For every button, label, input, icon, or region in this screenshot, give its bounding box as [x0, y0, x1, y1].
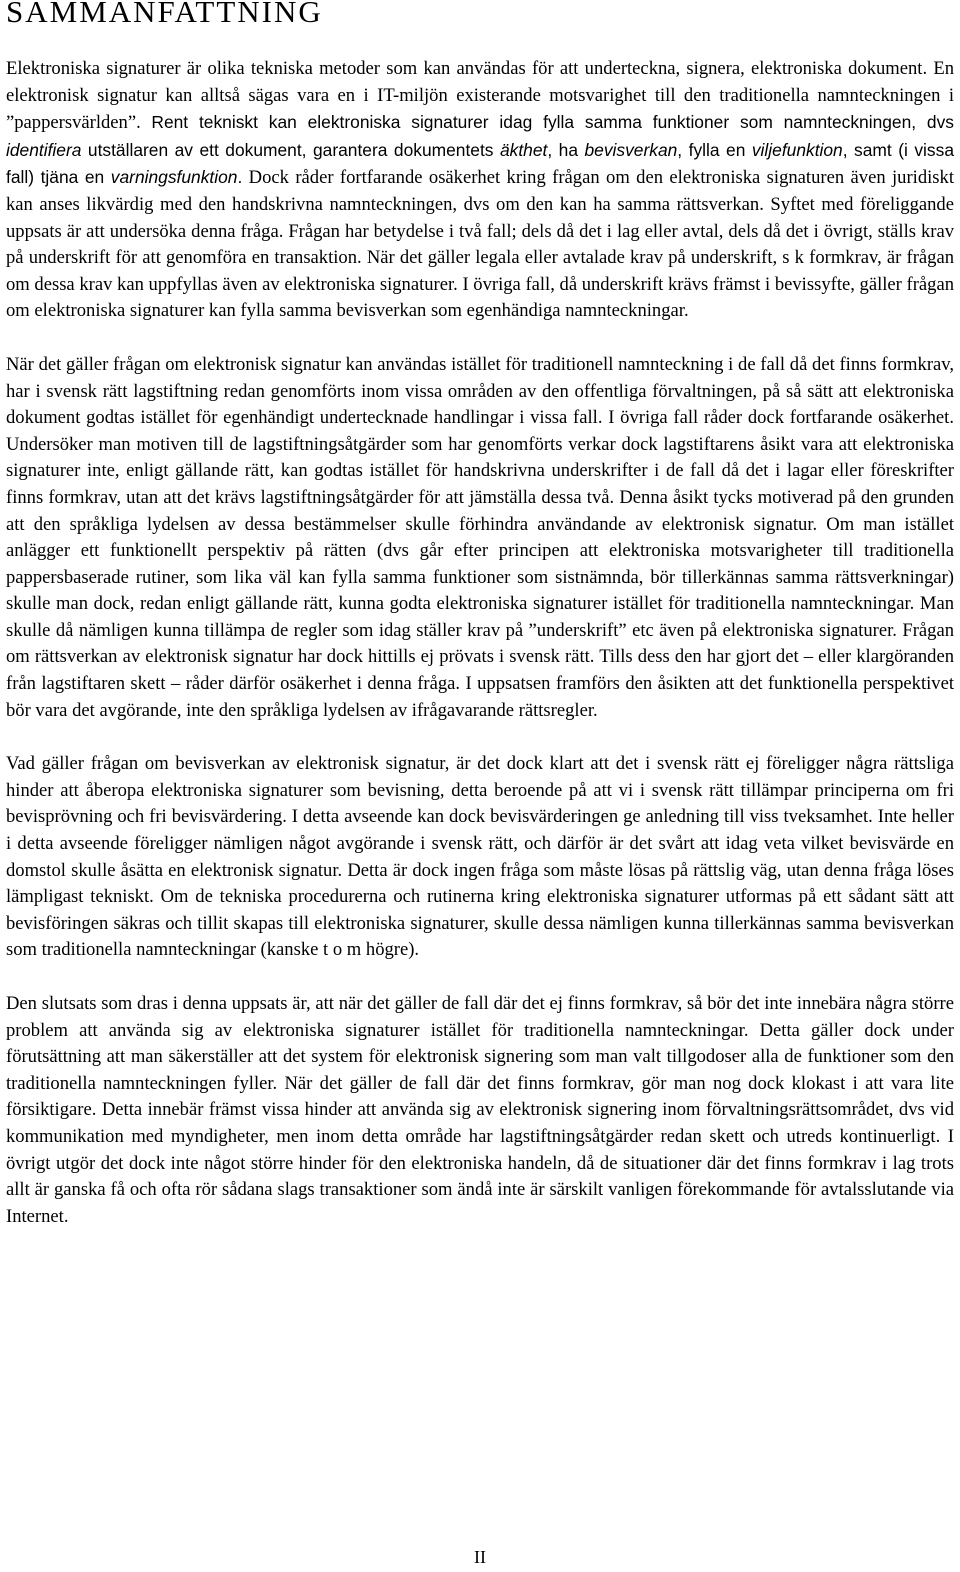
sans-text-6: . [237, 167, 243, 188]
italic-identifiera: identifiera [6, 139, 82, 160]
paragraph-1-sentence-1: Elektroniska signaturer är olika tekniska metoder som kan användas för att underteckna, signera, elektroniska dokument. En elektronisk signatur kan alltså sägas vara en i IT-miljön existerande motsvarighet till den traditionella namnteckningen i ”pappersvärlden”. [6, 58, 954, 134]
italic-viljefunktion: viljefunktion [751, 139, 843, 160]
document-body [6, 56, 954, 1257]
sans-text-4: , fylla en [677, 139, 752, 160]
italic-bevisverkan: bevisverkan [584, 139, 678, 160]
paragraph-3: Vad gäller frågan om bevisverkan av elektronisk signatur, är det dock klart att det i svensk rätt ej föreligger några rättsliga hinder att åberopa elektroniska signaturer som bevisning, detta beroende på att vi i svensk rätt tillämpar principerna om fri bevisprövning och fri bevisvärdering. I detta avseende kan dock bevisvärderingen ge anledning till viss tveksamhet. Inte heller i detta avseende föreligger nämligen något avgörande i svensk rätt, och därför är det svårt att idag veta vilket bevisvärde en domstol skulle åsätta en elektronisk signatur. Detta är dock ingen fråga som måste lösas på rättslig väg, utan denna fråga löses lämpligast tekniskt. Om de tekniska procedurerna och rutinerna kring elektroniska signaturer utformas på ett sådant sätt att bevisföringen säkras och tillit skapas till elektroniska signaturer, skulle dessa nämligen kunna tillerkännas samma bevisverkan som traditionella namnteckningar (kanske t o m högre). [6, 753, 954, 961]
page-number: II [474, 1547, 486, 1567]
sans-text-3: , ha [547, 139, 585, 160]
sans-text-5: , samt (i vissa fall) tjäna en [6, 139, 954, 188]
italic-akthet: äkthet [499, 139, 548, 160]
italic-varningsfunktion: varningsfunktion [110, 167, 238, 188]
sans-text-2: utställaren av ett dokument, garantera dokumentets [81, 139, 500, 160]
page-heading: SAMMANFATTNING [6, 0, 323, 29]
paragraph-2: När det gäller frågan om elektronisk signatur kan användas istället för traditionell namnteckning i de fall då det finns formkrav, har i svensk rätt lagstiftning redan genomförts inom vissa områden av den offentliga förvaltningen, på så sätt att elektroniska dokument godtas istället för egenhändigt undertecknade handlingar i vissa fall. I övriga fall råder dock fortfarande osäkerhet. Undersöker man motiven till de lagstiftningsåtgärder som har genomförts verkar dock lagstiftarens åsikt vara att elektroniska signaturer inte, enligt gällande rätt, kan godtas istället för handskrivna underskrifter i de fall då det i lagar eller föreskrifter finns formkrav, utan att det krävs lagstiftningsåtgärder för att jämställa dessa två. Denna åsikt tycks motiverad på den grunden att den språkliga lydelsen av dessa bestämmelser skulle förhindra användande av elektronisk signatur. Om man istället anlägger ett funktionellt perspektiv på rätten (dvs går efter principen att elektroniska motsvarigheter till traditionella pappersbaserade rutiner, som lika väl kan fylla samma funktioner som sistnämnda, bör tillerkännas samma rättsverkningar) skulle man dock, redan enligt gällande rätt, kunna godta elektroniska signaturer istället för traditionella namnteckningar. Man skulle då nämligen kunna tillämpa de regler som idag ställer krav på ”underskrift” etc även på elektroniska signaturer. Frågan om rättsverkan av elektronisk signatur har dock hittills ej prövats i svensk rätt. Tills dess den har gjort det – eller klargöranden från lagstiftaren skett – råder därför osäkerhet i denna fråga. I uppsatsen framförs den åsikten att det funktionella perspektivet bör vara det avgörande, inte den språkliga lydelsen av ifrågavarande rättsregler. [6, 353, 954, 721]
paragraph-4: Den slutsats som dras i denna uppsats är, att när det gäller de fall där det ej finns formkrav, så bör det inte innebära några större problem att använda sig av elektroniska signaturer istället för traditionella namnteckningar. Detta gäller dock under förutsättning att man säkerställer att det system för elektronisk signering som man valt tillgodoser alla de funktioner som den traditionella namnteckningen fyller. När det gäller de fall där det finns formkrav, gör man nog dock klokast i att vara lite försiktigare. Detta innebär främst vissa hinder att använda sig av elektronisk signering inom förvaltningsrättsområdet, dvs vid kommunikation med myndigheter, men inom detta område har lagstiftningsåtgärder redan skett och utreds kontinuerligt. I övrigt utgör det dock inte något större hinder för den elektroniska handeln, då de situationer där det finns formkrav i lag trots allt är ganska få och ofta rör sådana slags transaktioner som ändå inte är särskilt vanligen förekommande för avtalsslutande via Internet. [6, 993, 954, 1227]
paragraph-1-sentence-3: Dock råder fortfarande osäkerhet kring frågan om den elektroniska signaturen även juridiskt kan anses likvärdig med den handskrivna namnteckningen, dvs om den kan ha samma rättsverkan. Syftet med föreliggande uppsats är att undersöka denna fråga. Frågan har betydelse i två fall; dels då det i lag eller avtal, dels då det i övrigt, ställs krav på underskrift för att genomföra en transaktion. När det gäller legala eller avtalade krav på underskrift, s k formkrav, är frågan om dessa krav kan uppfyllas även av elektroniska signaturer. I övriga fall, då underskrift krävs främst i bevissyfte, gäller frågan om elektroniska signaturer kan fylla samma bevisverkan som egenhändiga namnteckningar. [6, 167, 954, 322]
sans-text-1: Rent tekniskt kan elektroniska signaturer idag fylla samma funktioner som namnteckningen, dvs [151, 112, 954, 133]
paragraph-1 [6, 56, 954, 325]
